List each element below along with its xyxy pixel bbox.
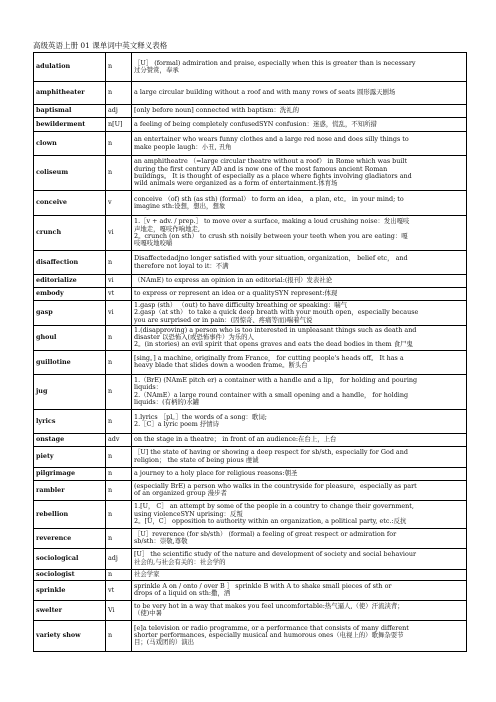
part-of-speech-cell: adj	[106, 105, 132, 118]
definition-line: therefore not loyal to it：不满	[134, 261, 229, 270]
definition-line: a feeling of being completely confusedSYN confusion：迷惑，慌乱，不知所措	[134, 119, 377, 128]
word-cell: editorialize	[34, 275, 106, 288]
table-row	[34, 548, 467, 569]
definition-cell	[132, 325, 467, 350]
definition-cell	[132, 548, 467, 569]
word-cell: onstage	[34, 433, 106, 446]
definition-cell	[132, 156, 467, 191]
definition-line: 2.gasp（at sth） to take a quick deep breath with your mouth open，especially because	[134, 308, 419, 317]
definition-line: during the first century AD and is now one of the most famous ancient Roman	[134, 164, 388, 173]
definition-cell	[132, 82, 467, 105]
definition-cell	[132, 480, 467, 500]
word-cell: guillotine	[34, 350, 106, 374]
part-of-speech-cell: n	[106, 350, 132, 374]
part-of-speech-cell: vt	[106, 580, 132, 600]
part-of-speech-cell: adv	[106, 433, 132, 446]
definition-line: conceive （of) sth (as sth) (formal） to form an idea， a plan, etc。 in your mind; to	[134, 194, 404, 203]
definition-line: 2.（NAmE）a large round container with a small opening and a handle， for holding	[134, 390, 409, 399]
part-of-speech-cell: vi	[106, 301, 132, 326]
word-cell: lyrics	[34, 409, 106, 433]
definition-cell	[132, 569, 467, 580]
definition-line: wild animals were organized as a form of entertainment.体育场	[134, 179, 338, 188]
part-of-speech-cell: n	[106, 569, 132, 580]
part-of-speech-cell: Vi	[106, 600, 132, 620]
definition-line: 2。crunch (on sth） to crush sth noisily between your teeth when you are eating：嘎	[134, 232, 408, 240]
word-cell: variety show	[34, 620, 106, 651]
table-row	[34, 446, 467, 467]
definition-line: (especially BrE) a person who walks in the countryside for pleasure，especially as part	[134, 481, 417, 490]
definition-line: [sing。] a machine, originally from France， for cutting people's heads off。 It has a	[134, 353, 404, 362]
word-cell: amphitheater	[34, 82, 106, 105]
word-cell: gasp	[34, 301, 106, 326]
definition-line: a large circular building without a roof and with many rows of seats 圆形露天剧场	[134, 88, 396, 97]
definition-cell	[132, 600, 467, 620]
table-row	[34, 82, 467, 105]
table-row	[34, 251, 467, 275]
part-of-speech-cell: vt	[106, 288, 132, 301]
definition-cell	[132, 580, 467, 600]
definition-cell	[132, 374, 467, 409]
part-of-speech-cell: n	[106, 620, 132, 651]
part-of-speech-cell: n	[106, 132, 132, 156]
table-row	[34, 118, 467, 132]
definition-line: 社会的,与社会有关的：社会学的	[134, 557, 226, 566]
table-row	[34, 620, 467, 651]
definition-line: （使)中暑	[134, 609, 163, 618]
definition-cell	[132, 433, 467, 446]
part-of-speech-cell: n[U]	[106, 118, 132, 132]
definition-line: liquids：(有柄的)水罐	[134, 398, 200, 407]
part-of-speech-cell: v	[106, 191, 132, 216]
definition-line: 1.lyrics ［pl。］the words of a song：歌词;	[134, 412, 267, 421]
definition-line: 2.［C］a lyric poem 抒情诗	[134, 420, 219, 429]
table-row	[34, 409, 467, 433]
table-row	[34, 216, 467, 251]
part-of-speech-cell: n	[106, 325, 132, 350]
definition-line: an amphitheatre （=large circular theatre without a roof） in Rome which was built	[134, 157, 408, 166]
table-row	[34, 301, 467, 326]
part-of-speech-cell: n	[106, 251, 132, 275]
part-of-speech-cell: adj	[106, 548, 132, 569]
definition-cell	[132, 118, 467, 132]
definition-line: 1.gasp (sth） （out) to have difficulty breathing or speaking：喘气	[134, 301, 348, 309]
definition-line: ［U] the state of having or showing a deep respect for sb/sth, especially for God and	[134, 448, 408, 457]
word-cell: reverence	[34, 528, 106, 548]
word-cell: rambler	[34, 480, 106, 500]
definition-line: 2。[U，C］ opposition to authority within an organization, a political party, etc.:反抗	[134, 516, 407, 525]
word-cell: ghoul	[34, 325, 106, 350]
definition-line: to express or represent an idea or a qualitySYN represent:体现	[134, 289, 338, 298]
definition-cell	[132, 620, 467, 651]
definition-line: buildings。 It is thought of especially as a place where fights involving gladiators and	[134, 172, 412, 180]
word-cell: sociological	[34, 548, 106, 569]
word-cell: sprinkle	[34, 580, 106, 600]
vocabulary-table-body	[34, 53, 467, 652]
part-of-speech-cell: n	[106, 480, 132, 500]
definition-line: （NAmE) to express an opinion in an editorial:(报刊）发表社论	[134, 276, 333, 285]
definition-cell	[132, 500, 467, 528]
part-of-speech-cell: n	[106, 156, 132, 191]
table-row	[34, 53, 467, 82]
definition-line: ［U］reverence (for sb/sth） (formal) a feeling of great respect or admiration for	[134, 529, 397, 538]
definition-line: 1.［v + adv. / prep.］ to move over a surface, making a loud crushing noise：发出嘎吱	[134, 217, 410, 226]
word-cell: jug	[34, 374, 106, 409]
table-row	[34, 569, 467, 580]
definition-cell	[132, 288, 467, 301]
part-of-speech-cell: n	[106, 53, 132, 82]
definition-cell	[132, 191, 467, 216]
definition-line: 1.（BrE) (NAmE pitch er) a container with a handle and a lip， for holding and pouring	[134, 376, 418, 385]
definition-line: shorter performances, especially musical and humorous ones（电视上的）歌舞杂耍节	[134, 631, 404, 640]
definition-line: [only before noun] connected with baptism：洗礼的	[134, 106, 300, 115]
definition-cell	[132, 409, 467, 433]
word-cell: swelter	[34, 600, 106, 620]
page-title: 高级英语上册 01 课单词中英文释义表格	[33, 41, 168, 50]
definition-line: to be very hot in a way that makes you feel uncomfortable:热气逼人,（使）汗流浃背；	[134, 601, 404, 610]
definition-cell	[132, 132, 467, 156]
vocabulary-table	[33, 52, 467, 652]
table-row	[34, 191, 467, 216]
table-row	[34, 433, 467, 446]
part-of-speech-cell: n	[106, 82, 132, 105]
table-row	[34, 480, 467, 500]
part-of-speech-cell: n	[106, 528, 132, 548]
table-row	[34, 528, 467, 548]
word-cell: rebellion	[34, 500, 106, 528]
table-row	[34, 580, 467, 600]
definition-line: 过分赞赏，奉承	[134, 66, 179, 74]
word-cell: crunch	[34, 216, 106, 251]
definition-line: religion； the state of being pious 虔诚	[134, 455, 259, 464]
definition-line: heavy blade that slides down a wooden frame。断头台	[134, 361, 308, 370]
definition-cell	[132, 53, 467, 82]
definition-cell	[132, 467, 467, 480]
table-row	[34, 467, 467, 480]
part-of-speech-cell: vi	[106, 275, 132, 288]
part-of-speech-cell: n	[106, 446, 132, 467]
part-of-speech-cell: n	[106, 409, 132, 433]
table-row	[34, 288, 467, 301]
definition-line: 吱嘎吱地咬嚼	[134, 239, 173, 248]
definition-cell	[132, 105, 467, 118]
definition-line: [e]a television or radio programme, or a performance that consists of many different	[134, 623, 409, 632]
table-row	[34, 600, 467, 620]
definition-cell	[132, 528, 467, 548]
definition-cell	[132, 251, 467, 275]
definition-line: using violenceSYN uprising：反叛	[134, 509, 243, 518]
table-row	[34, 156, 467, 191]
definition-line: drops of a liquid on sth:撒，洒	[134, 589, 231, 598]
table-row	[34, 500, 467, 528]
word-cell: disaffection	[34, 251, 106, 275]
table-row	[34, 105, 467, 118]
definition-cell	[132, 216, 467, 251]
definition-line: a journey to a holy place for religious reasons:朝圣	[134, 469, 298, 478]
word-cell: bewilderment	[34, 118, 106, 132]
definition-line: make people laugh：小丑, 丑角	[134, 142, 232, 151]
word-cell: clown	[34, 132, 106, 156]
definition-line: 社会学家	[134, 570, 160, 579]
part-of-speech-cell: vi	[106, 216, 132, 251]
definition-line: disaster 以恐怖入(或恐怖事件）为乐的人	[134, 333, 254, 342]
definition-line: on the stage in a theatre； in front of an audience:在台上，上台	[134, 435, 337, 444]
table-row	[34, 325, 467, 350]
word-cell: piety	[34, 446, 106, 467]
table-row	[34, 275, 467, 288]
word-cell: baptismal	[34, 105, 106, 118]
definition-line: Disaffectedadjno longer satisfied with your situation, organization， belief etc， and	[134, 254, 408, 263]
definition-cell	[132, 446, 467, 467]
definition-line: 2。(in stories) an evil spirit that opens graves and eats the dead bodies in them 食尸鬼	[134, 340, 413, 349]
definition-cell	[132, 275, 467, 288]
word-cell: sociologist	[34, 569, 106, 580]
part-of-speech-cell: n	[106, 500, 132, 528]
definition-line: liquids：	[134, 383, 163, 392]
definition-cell	[132, 350, 467, 374]
definition-line: sprinkle A on / onto / over B ］ sprinkle B with A to shake small pieces of sth or	[134, 581, 392, 590]
word-cell: adulation	[34, 53, 106, 82]
definition-line: an entertainer who wears funny clothes and a large red nose and does silly things to	[134, 135, 409, 144]
word-cell: embody	[34, 288, 106, 301]
definition-line: 目；(马戏团的）演出	[134, 638, 195, 647]
definition-line: [U］ the scientific study of the nature and development of society and social behaviour	[134, 550, 416, 559]
definition-line: 1.(disapproving) a person who is too interested in unpleasant things such as death and	[134, 325, 417, 334]
word-cell: pilgrimage	[34, 467, 106, 480]
word-cell: conceive	[34, 191, 106, 216]
word-cell: coliseum	[34, 156, 106, 191]
definition-line: of an organized group 漫步者	[134, 489, 227, 498]
definition-line: imagine sth:设想，想出，想象	[134, 202, 226, 210]
table-row	[34, 350, 467, 374]
table-row	[34, 132, 467, 156]
definition-line: 1.[U， C］ an attempt by some of the people in a country to change their government,	[134, 502, 414, 511]
definition-line: ［U］ (formal) admiration and praise, especially when this is greater than is necessary	[134, 58, 416, 67]
definition-line: sb/sth：崇敬,尊敬	[134, 537, 188, 546]
definition-cell	[132, 301, 467, 326]
definition-line: 声地走，嘎吱作响地走,	[134, 224, 200, 233]
part-of-speech-cell: n	[106, 374, 132, 409]
part-of-speech-cell: n	[106, 467, 132, 480]
definition-line: you are surprised or in pain：(因惊奇、疼痛等而)喘着气说	[134, 315, 313, 324]
table-row	[34, 374, 467, 409]
